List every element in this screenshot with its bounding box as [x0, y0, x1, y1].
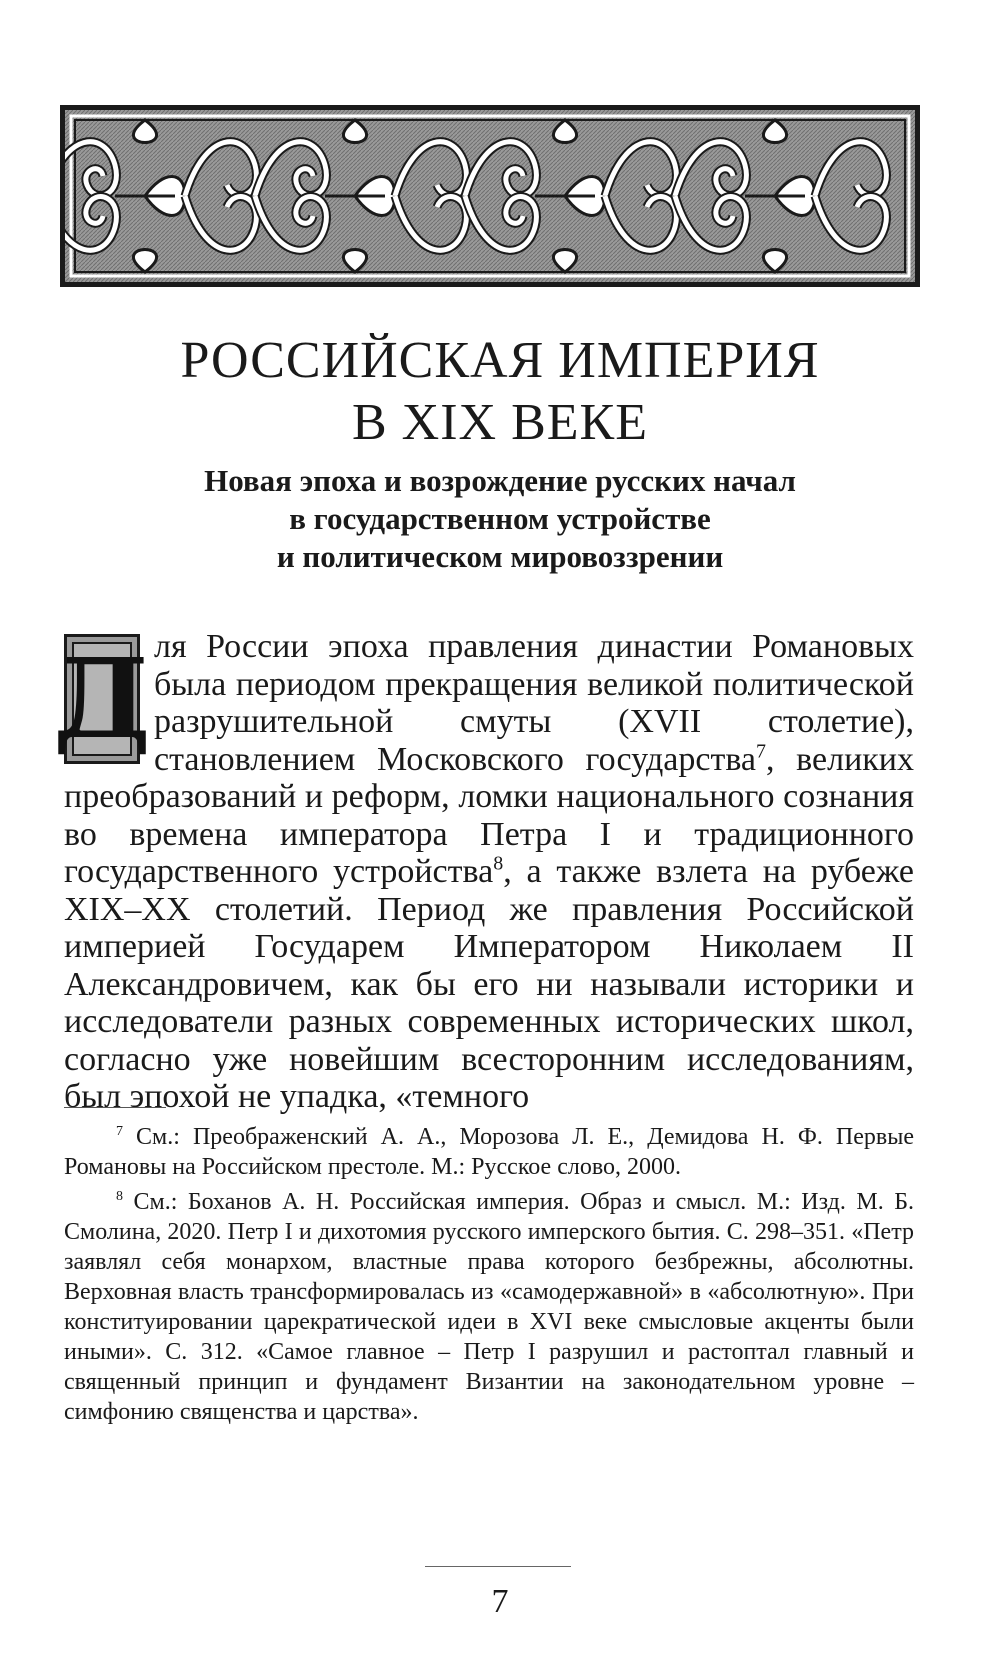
footnotes	[64, 1117, 914, 1427]
drop-cap	[53, 634, 151, 764]
chapter-title	[0, 330, 1000, 454]
chapter-subtitle-line1: Новая эпоха и возрождение русских начал	[204, 463, 796, 498]
footnote-ref-7[interactable]: 7	[756, 740, 767, 763]
footnote-8	[64, 1182, 914, 1427]
page-number-divider	[425, 1566, 571, 1567]
footnote-marker: 7	[116, 1124, 123, 1139]
footnote-divider	[64, 1107, 166, 1108]
footnote-text: См.: Преображенский А. А., Морозова Л. Е., Демидова Н. Ф. Первые Романовы на Российском престоле. М.: Русское слово, 2000.	[64, 1124, 914, 1180]
chapter-subtitle-line3: и политическом мировоззрении	[276, 539, 724, 574]
body-text-part1: ля России эпоха правления династии Романовых была периодом прекращения великой политической разрушительной смуты (XVII столетие), становлением Московского государства	[154, 628, 914, 778]
ornament-pattern	[65, 110, 915, 282]
drop-cap-letter: Д	[53, 634, 151, 763]
chapter-subtitle-line2: в государственном устройстве	[289, 501, 711, 536]
footnote-7	[64, 1117, 914, 1182]
page-number: 7	[491, 1583, 509, 1620]
drop-cap-frame	[53, 634, 151, 763]
footnote-text: См.: Боханов А. Н. Российская империя. Образ и смысл. М.: Изд. М. Б. Смолина, 2020. Петр I и дихотомия русского имперского бытия. С. 298–351. «Петр заявлял себя монархом, властные права которого безбрежны, абсолютны. Верховная власть трансформировалась из «самодержавной» в «абсолютную». При конституировании царекратической идеи в XVI веке смысловые акценты были иными». С. 312. «Самое главное – Петр I разрушил и растоптал главный и священный принцип и фундамент Византии на законодательном уровне – симфонию священства и царства».	[64, 1189, 914, 1425]
ornamental-header-banner	[60, 105, 920, 287]
body-text-part3: , а также взлета на рубеже XIX–XX столетий. Период же правления Российской империей Государем Императором Николаем II Александровичем, как бы его ни называли историки и исследователи разных современных исторических школ, согласно уже новейшим всесторонним исследованиям, был эпохой не упадка, «темного	[64, 853, 914, 1115]
chapter-title-line2: В XIX ВЕКЕ	[352, 394, 648, 451]
footnote-marker: 8	[116, 1189, 123, 1204]
chapter-title-line1: РОССИЙСКАЯ ИМПЕРИЯ	[180, 332, 820, 389]
chapter-subtitle	[0, 462, 1000, 576]
body-text-part2: , великих преобразований и реформ, ломки национального сознания во времена императора Петра I и традиционного государственного устройства	[64, 740, 914, 890]
body-paragraph	[53, 628, 914, 1116]
footnote-ref-8[interactable]: 8	[493, 852, 504, 875]
